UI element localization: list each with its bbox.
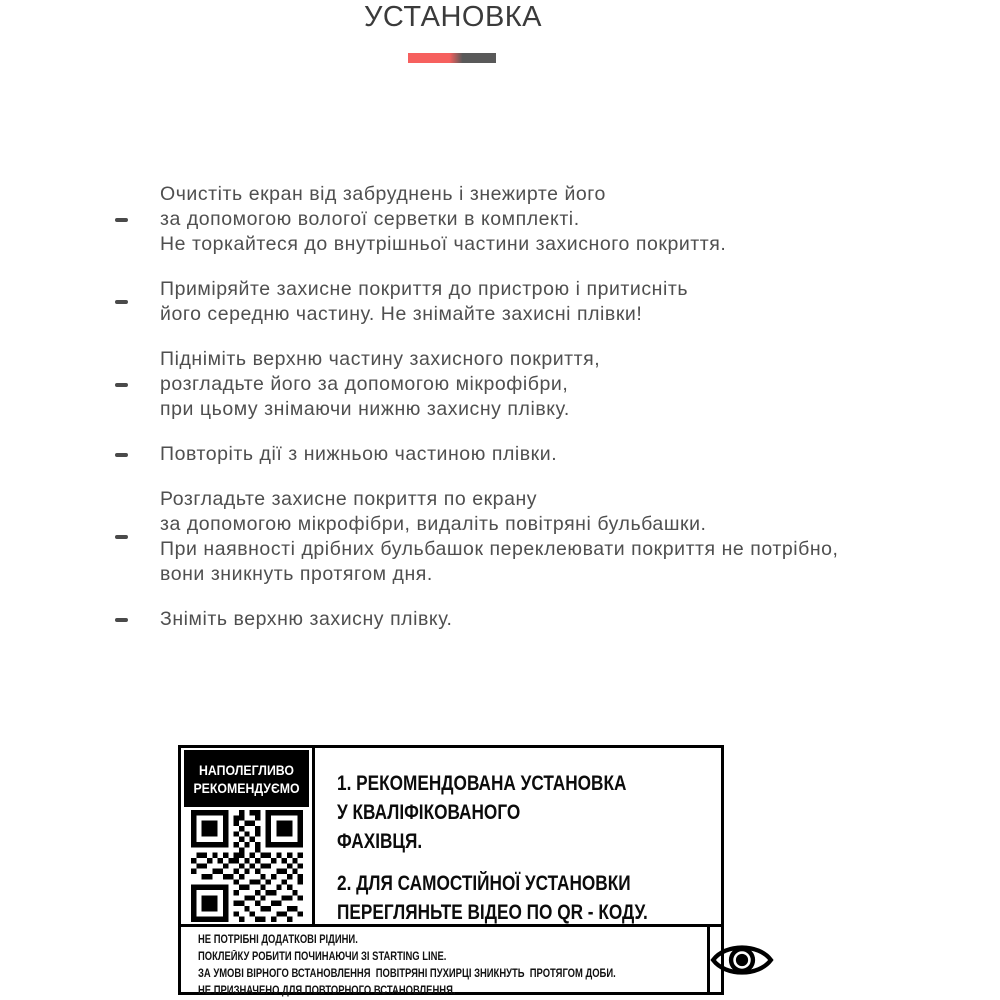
instruction-line: Підніміть верхню частину захисного покриття, bbox=[160, 348, 601, 370]
recommendation-line: 2. ДЛЯ САМОСТІЙНОЇ УСТАНОВКИ bbox=[337, 872, 631, 895]
dash-bullet-icon bbox=[115, 383, 128, 387]
instruction-text bbox=[160, 347, 600, 422]
instruction-item bbox=[115, 442, 839, 467]
footer-note-line: ПОКЛЕЙКУ РОБИТИ ПОЧИНАЮЧИ ЗІ STARTING LINE. bbox=[198, 951, 447, 963]
qr-code-icon bbox=[191, 810, 303, 922]
recommendation-box-top bbox=[181, 748, 721, 927]
instruction-line: його середню частину. Не знімайте захисні плівки! bbox=[160, 303, 643, 325]
dash-bullet-icon bbox=[115, 300, 128, 304]
instruction-line: за допомогою мікрофібри, видаліть повітряні бульбашки. bbox=[160, 513, 707, 535]
recommendation-item bbox=[337, 769, 721, 856]
instruction-line: вони зникнуть протягом дня. bbox=[160, 563, 433, 585]
footer-note-line: НЕ ПОТРІБНІ ДОДАТКОВІ РІДИНИ. bbox=[198, 934, 358, 946]
instruction-line: Розгладьте захисне покриття по екрану bbox=[160, 488, 538, 510]
instruction-item bbox=[115, 347, 839, 422]
recommendation-item bbox=[337, 869, 721, 927]
footer-notes bbox=[181, 927, 707, 997]
recommendation-line: ПЕРЕГЛЯНЬТЕ ВІДЕО ПО QR - КОДУ. bbox=[337, 901, 648, 924]
qr-panel bbox=[181, 748, 315, 924]
instruction-text bbox=[160, 607, 453, 632]
qr-panel-header bbox=[184, 750, 309, 807]
recommendation-line: У КВАЛІФІКОВАНОГО bbox=[337, 801, 521, 824]
qr-header-line: НАПОЛЕГЛИВО bbox=[199, 762, 294, 778]
qr-code-wrap bbox=[181, 807, 312, 924]
eye-icon bbox=[710, 939, 774, 981]
recommendation-box bbox=[178, 745, 724, 995]
instruction-item bbox=[115, 607, 839, 632]
instruction-line: При наявності дрібних бульбашок переклеювати покриття не потрібно, bbox=[160, 538, 839, 560]
dash-bullet-icon bbox=[115, 453, 128, 457]
instruction-text bbox=[160, 277, 688, 327]
footer-note-line: НЕ ПРИЗНАЧЕНО ДЛЯ ПОВТОРНОГО ВСТАНОВЛЕННЯ. bbox=[198, 985, 456, 997]
recommendation-box-footer bbox=[181, 927, 721, 997]
instruction-line: за допомогою вологої серветки в комплекті. bbox=[160, 208, 580, 230]
instruction-line: Очистіть екран від забруднень і знежирте його bbox=[160, 183, 606, 205]
instruction-line: Повторіть дії з нижньою частиною плівки. bbox=[160, 443, 558, 465]
recommendations bbox=[315, 748, 721, 924]
instruction-line: Не торкайтеся до внутрішньої частини захисного покриття. bbox=[160, 233, 727, 255]
instruction-line: Зніміть верхню захисну плівку. bbox=[160, 608, 453, 630]
instruction-line: Приміряйте захисне покриття до пристрою і притисніть bbox=[160, 278, 689, 300]
instruction-item bbox=[115, 277, 839, 327]
eye-panel bbox=[707, 927, 774, 992]
recommendation-line: 1. РЕКОМЕНДОВАНА УСТАНОВКА bbox=[337, 772, 627, 795]
instruction-text bbox=[160, 182, 726, 257]
instruction-item bbox=[115, 487, 839, 587]
page-title: УСТАНОВКА bbox=[363, 1, 543, 33]
instruction-text bbox=[160, 487, 839, 587]
instruction-list bbox=[115, 182, 839, 632]
instruction-text bbox=[160, 442, 557, 467]
dash-bullet-icon bbox=[115, 535, 128, 539]
instruction-line: при цьому знімаючи нижню захисну плівку. bbox=[160, 398, 570, 420]
dash-bullet-icon bbox=[115, 618, 128, 622]
title-divider bbox=[408, 53, 496, 63]
footer-note-line: ЗА УМОВІ ВІРНОГО ВСТАНОВЛЕННЯ ПОВІТРЯНІ ПУХИРЦІ ЗНИКНУТЬ ПРОТЯГОМ ДОБИ. bbox=[198, 968, 616, 980]
instruction-line: розгладьте його за допомогою мікрофібри, bbox=[160, 373, 569, 395]
instruction-item bbox=[115, 182, 839, 257]
dash-bullet-icon bbox=[115, 218, 128, 222]
qr-header-line: РЕКОМЕНДУЄМО bbox=[193, 780, 300, 796]
recommendation-line: ФАХІВЦЯ. bbox=[337, 830, 423, 853]
